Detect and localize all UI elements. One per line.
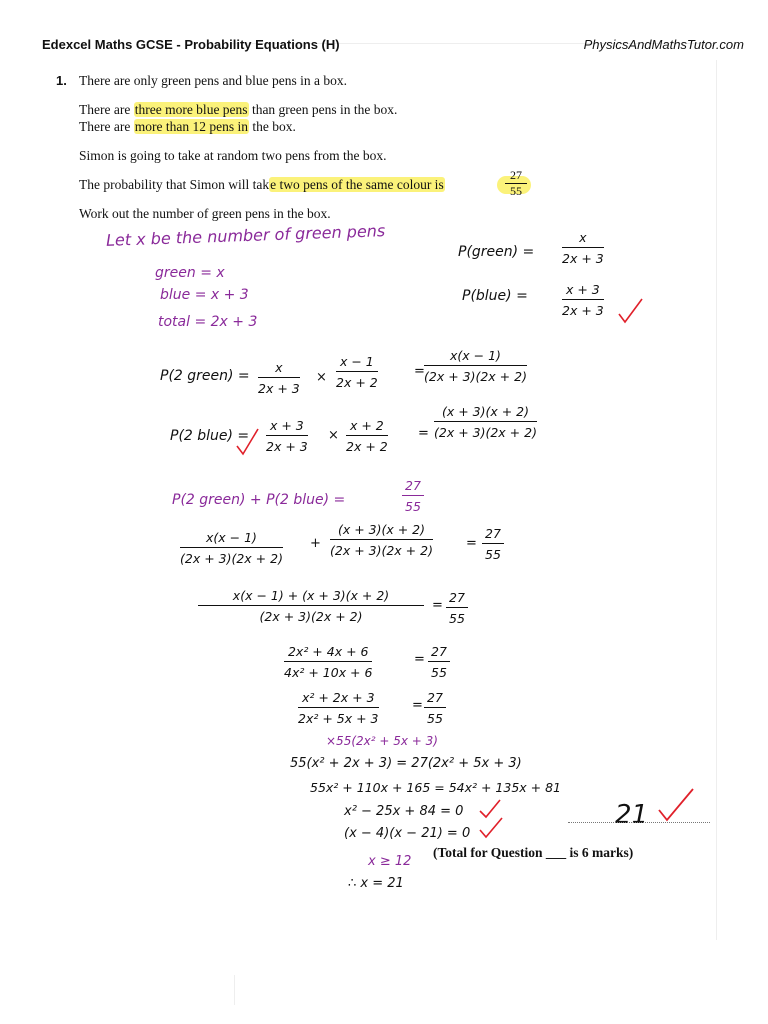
- step1-rhs: 27 55: [482, 526, 504, 562]
- p-two-green-fraction-2: x − 1 2x + 2: [336, 354, 378, 390]
- probability-fraction: $\frac{27}{55}$: [505, 168, 527, 199]
- step2-fraction: x(x − 1) + (x + 3)(x + 2) (2x + 3)(2x + 2): [198, 588, 424, 624]
- p-two-blue-fraction-2: x + 2 2x + 2: [346, 418, 388, 454]
- let-statement: Let x be the number of green pens: [105, 221, 386, 250]
- tick-mark: [656, 786, 696, 824]
- site-name: PhysicsAndMathsTutor.com: [583, 37, 744, 52]
- p-green-label: P(green) =: [458, 244, 535, 260]
- equals-sign: =: [414, 364, 425, 379]
- green-definition: green = x: [155, 265, 225, 281]
- blue-definition: blue = x + 3: [160, 287, 249, 303]
- question-line-4: Simon is going to take at random two pens from the box.: [79, 148, 387, 163]
- multiply-note: ×55(2x² + 5x + 3): [326, 734, 438, 748]
- step3-rhs: 27 55: [428, 644, 450, 680]
- tick-mark: [478, 816, 504, 840]
- step7: x² − 25x + 84 = 0: [344, 804, 464, 819]
- final-answer: 21: [615, 800, 649, 830]
- step1-fraction-b: (x + 3)(x + 2) (2x + 3)(2x + 2): [330, 522, 433, 558]
- sum-target-fraction: 27 55: [402, 478, 424, 514]
- step2-rhs: 27 55: [446, 590, 468, 626]
- p-blue-label: P(blue) =: [462, 288, 528, 304]
- step3-fraction: 2x² + 4x + 6 4x² + 10x + 6: [284, 644, 373, 680]
- equals-sign: =: [414, 652, 425, 667]
- question-line-3: There are more than 12 pens in the box.: [79, 119, 296, 134]
- page-edge-bottom: [234, 975, 235, 1005]
- equals-sign: =: [432, 598, 443, 613]
- step1-fraction-a: x(x − 1) (2x + 3)(2x + 2): [180, 530, 283, 566]
- highlight: e two pens of the same colour is: [270, 177, 444, 192]
- plus-sign: +: [310, 536, 321, 551]
- p-two-green-result: x(x − 1) (2x + 3)(2x + 2): [424, 348, 527, 384]
- step8: (x − 4)(x − 21) = 0: [344, 826, 471, 841]
- answer-line: [568, 822, 710, 823]
- times-sign: ×: [328, 428, 339, 443]
- condition: x ≥ 12: [368, 854, 412, 869]
- step4-fraction: x² + 2x + 3 2x² + 5x + 3: [298, 690, 379, 726]
- equals-sign: =: [412, 698, 423, 713]
- p-two-green-fraction-1: x 2x + 3: [258, 360, 300, 396]
- p-two-blue-result: (x + 3)(x + 2) (2x + 3)(2x + 2): [434, 404, 537, 440]
- document-title: Edexcel Maths GCSE - Probability Equations (H): [42, 37, 340, 52]
- total-definition: total = 2x + 3: [158, 314, 258, 330]
- highlight: three more blue pens: [134, 102, 248, 117]
- equals-sign: =: [466, 536, 477, 551]
- step5: 55(x² + 2x + 3) = 27(2x² + 5x + 3): [290, 756, 522, 771]
- question-line-5: The probability that Simon will take two pens of the same colour is: [79, 177, 444, 192]
- p-two-blue-label: P(2 blue) =: [170, 428, 250, 444]
- page-edge-right: [716, 60, 717, 940]
- times-sign: ×: [316, 370, 327, 385]
- question-line-1: There are only green pens and blue pens in a box.: [79, 73, 348, 88]
- p-green-fraction: x 2x + 3: [562, 230, 604, 266]
- p-blue-fraction: x + 3 2x + 3: [562, 282, 604, 318]
- step6: 55x² + 110x + 165 = 54x² + 135x + 81: [310, 780, 562, 795]
- question-number: 1.: [56, 73, 67, 88]
- p-two-blue-fraction-1: x + 3 2x + 3: [266, 418, 308, 454]
- tick-mark: [234, 426, 260, 458]
- total-marks: (Total for Question ___ is 6 marks): [433, 845, 634, 860]
- p-two-green-label: P(2 green) =: [160, 368, 250, 384]
- sum-label: P(2 green) + P(2 blue) =: [172, 492, 346, 508]
- question-line-6: Work out the number of green pens in the box.: [79, 206, 331, 221]
- highlight: more than 12 pens in: [134, 119, 248, 134]
- step4-rhs: 27 55: [424, 690, 446, 726]
- conclusion: ∴ x = 21: [348, 876, 404, 891]
- equals-sign: =: [418, 426, 429, 441]
- question-line-2: There are three more blue pens than green pens in the box.: [79, 102, 398, 117]
- tick-mark: [616, 296, 644, 326]
